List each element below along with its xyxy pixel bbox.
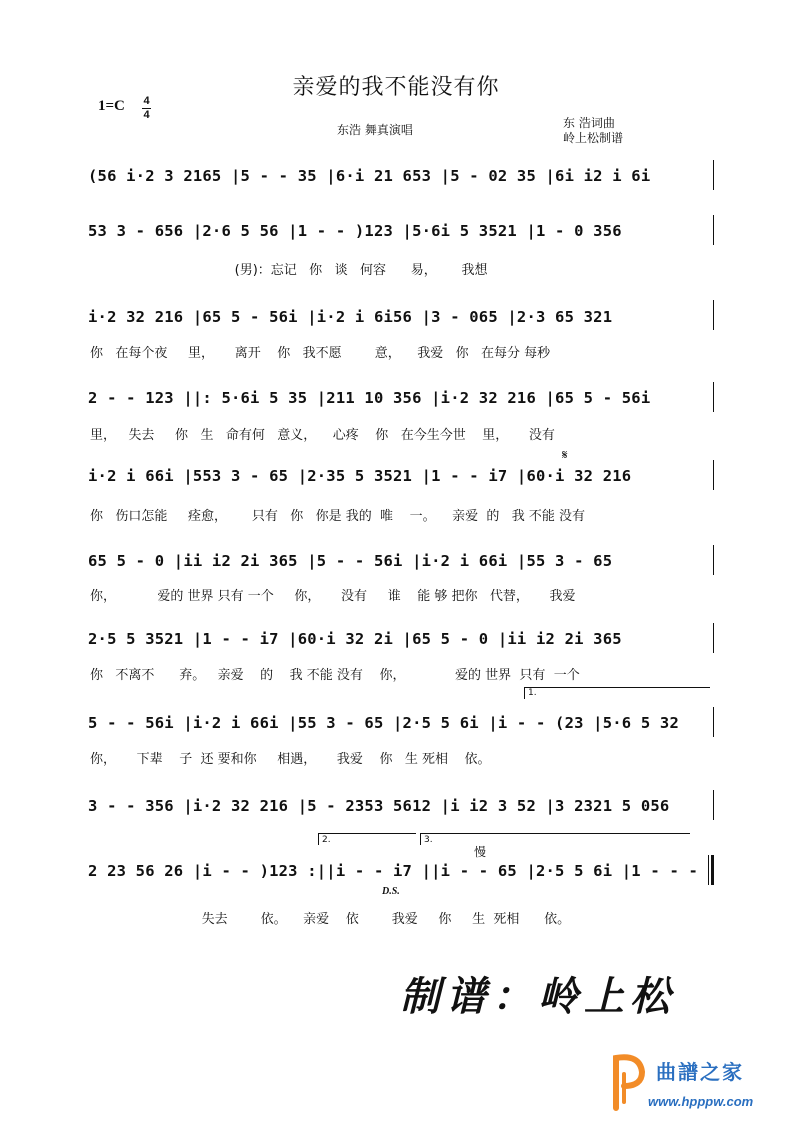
- logo-url: www.hpppw.com: [648, 1094, 754, 1109]
- notation-row-6: 65 5 - 0 |ii i2 2i 365 |5 - - 56i |i·2 i 66i |55 3 - 65: [88, 552, 613, 570]
- notation-row-4: 2 - - 123 ||: 5·6i 5 35 |211 10 356 |i·2 32 216 |65 5 - 56i: [88, 389, 651, 407]
- arranger-signature: 制谱：岭上松: [400, 973, 676, 1020]
- ending-3-bracket: [420, 833, 690, 834]
- lyrics-row-5: 你 伤口怎能 痊愈， 只有 你 你是 我的 唯 一。 亲爱 的 我 不能 没有: [90, 509, 586, 524]
- row-end-barline: [713, 300, 714, 330]
- time-signature: [142, 96, 151, 121]
- key-signature: 1=C: [98, 98, 125, 114]
- logo-text: 曲譜之家: [656, 1060, 744, 1084]
- tempo-slow-mark: 慢: [474, 845, 487, 859]
- site-logo: [606, 1050, 786, 1120]
- notation-row-8: 5 - - 56i |i·2 i 66i |55 3 - 65 |2·5 5 6i |i - - (23 |5·6 5 32: [88, 714, 679, 732]
- lyrics-row-2: (男)：忘记 你 谈 何容 易， 我想: [90, 263, 488, 278]
- lyrics-row-6: 你， 爱的 世界 只有 一个 你， 没有 谁 能 够 把你 代替， 我爱: [90, 589, 576, 604]
- song-title: 亲爱的我不能没有你: [292, 75, 500, 100]
- row-end-barline: [713, 160, 714, 190]
- lyrics-row-8: 你， 下辈 子 还 要和你 相遇， 我爱 你 生 死相 依。: [90, 752, 491, 767]
- singers-credit: 东浩 舞真演唱: [337, 123, 413, 137]
- notation-row-5: i·2 i 66i |553 3 - 65 |2·35 5 3521 |1 - - i7 |60·i 32 216: [88, 467, 632, 485]
- ending-2-label: 2.: [322, 835, 331, 845]
- row-end-barline: [713, 790, 714, 820]
- notation-row-7: 2·5 5 3521 |1 - - i7 |60·i 32 2i |65 5 - 0 |ii i2 2i 365: [88, 630, 622, 648]
- lyrics-row-7: 你 不离不 弃。 亲爱 的 我 不能 没有 你， 爱的 世界 只有 一个: [90, 668, 580, 683]
- time-numerator: 4: [143, 95, 150, 107]
- ending-2-bracket: [318, 833, 416, 834]
- lyricist-credit: 东 浩词曲: [563, 116, 615, 130]
- lyrics-row-3: 你 在每个夜 里， 离开 你 我不愿 意， 我爱 你 在每分 每秒: [90, 346, 551, 361]
- final-barline-thick: [711, 855, 714, 885]
- notation-row-9: 3 - - 356 |i·2 32 216 |5 - 2353 5612 |i i2 3 52 |3 2321 5 056: [88, 797, 670, 815]
- ending-3-label: 3.: [424, 835, 433, 845]
- notation-row-3: i·2 32 216 |65 5 - 56i |i·2 i 6i56 |3 - 065 |2·3 65 321: [88, 308, 613, 326]
- segno-sign: 𝄋: [562, 448, 568, 463]
- row-end-barline: [713, 460, 714, 490]
- final-barline: [708, 855, 709, 885]
- lyrics-row-4: 里， 失去 你 生 命有何 意义， 心疼 你 在今生今世 里， 没有: [90, 428, 555, 443]
- row-end-barline: [713, 623, 714, 653]
- notation-row-2: 53 3 - 656 |2·6 5 56 |1 - - )123 |5·6i 5 3521 |1 - 0 356: [88, 222, 622, 240]
- row-end-barline: [713, 545, 714, 575]
- row-end-barline: [713, 707, 714, 737]
- time-denominator: 4: [143, 109, 150, 121]
- notation-row-10: 2 23 56 26 |i - - )123 :||i - - i7 ||i - - 65 |2·5 5 6i |1 - - -: [88, 862, 699, 880]
- row-end-barline: [713, 382, 714, 412]
- notation-row-1: (56 i·2 3 2165 |5 - - 35 |6·i 21 653 |5 - 02 35 |6i i2 i 6i: [88, 167, 651, 185]
- ending-1-label: 1.: [528, 688, 537, 698]
- ending-1-bracket: [524, 687, 710, 688]
- row-end-barline: [713, 215, 714, 245]
- arranger-credit: 岭上松制谱: [563, 131, 624, 145]
- lyrics-row-10: 失去 依。 亲爱 依 我爱 你 生 死相 依。: [90, 912, 571, 927]
- ds-mark: D.S.: [382, 886, 400, 897]
- logo-p-icon: [610, 1052, 650, 1112]
